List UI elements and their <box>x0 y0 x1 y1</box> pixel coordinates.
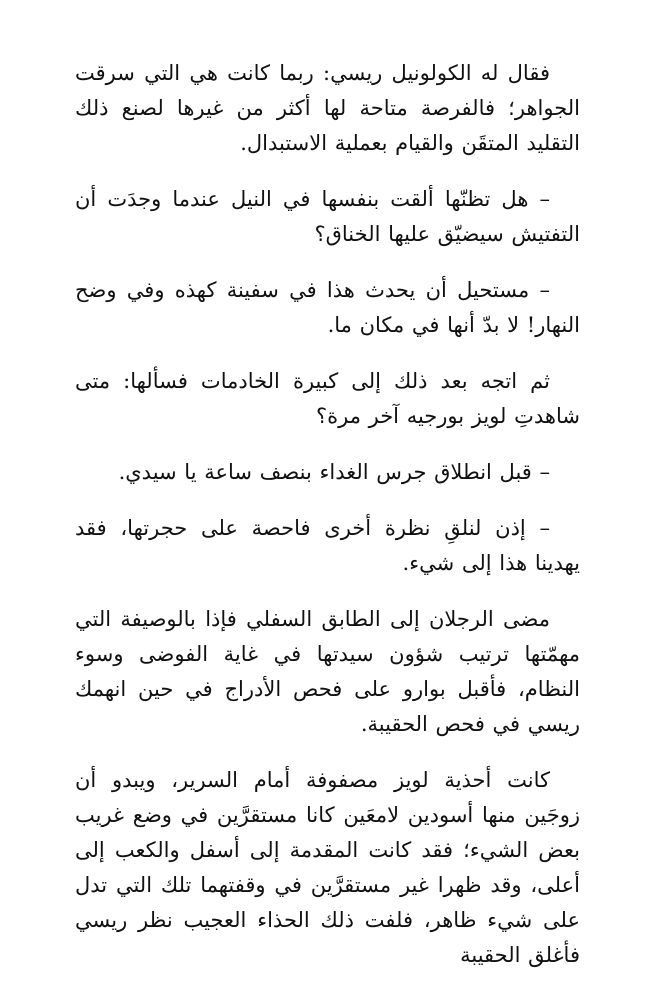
paragraph-5: – قبل انطلاق جرس الغداء بنصف ساعة يا سيدي. <box>118 460 550 484</box>
paragraph-6: – إذن لنلقِ نظرة أخرى فاحصة على حجرتها، فقد يهدينا هذا إلى شيء. <box>75 516 580 575</box>
paragraph-4: ثم اتجه بعد ذلك إلى كبيرة الخادمات فسألها: متى شاهدتِ لويز بورجيه آخر مرة؟ <box>75 369 580 428</box>
paragraph-7: مضى الرجلان إلى الطابق السفلي فإذا بالوصيفة التي مهمّتها ترتيب شؤون سيدتها في غاية الفوضى وسوء النظام، فأقبل بوارو على فحص الأدراج في حين انهمك ريسي في فحص الحقيبة. <box>75 607 580 736</box>
paragraph-3: – مستحيل أن يحدث هذا في سفينة كهذه وفي وضح النهار! لا بدّ أنها في مكان ما. <box>75 278 580 337</box>
paragraph-1: فقال له الكولونيل ريسي: ربما كانت هي التي سرقت الجواهر؛ فالفرصة متاحة لها أكثر من غيرها لصنع ذلك التقليد المتقَن والقيام بعملية الاستبدال. <box>75 61 580 155</box>
paragraph-8: كانت أحذية لويز مصفوفة أمام السرير، ويبدو أن زوجَين منها أسودين لامعَين كانا مستقرَّين في وضع غريب بعض الشيء؛ فقد كانت المقدمة إلى أسفل والكعب إلى أعلى، وقد ظهرا غير مستقرَّين في وقفتهما تلك التي تدل على شيء ظاهر، فلفت ذلك الحذاء العجيب نظر ريسي فأغلق الحقيبة <box>75 768 580 967</box>
page-body <box>75 56 580 994</box>
paragraph-2: – هل تظنّها ألقت بنفسها في النيل عندما وجدَت أن التفتيش سيضيّق عليها الخناق؟ <box>75 187 580 246</box>
